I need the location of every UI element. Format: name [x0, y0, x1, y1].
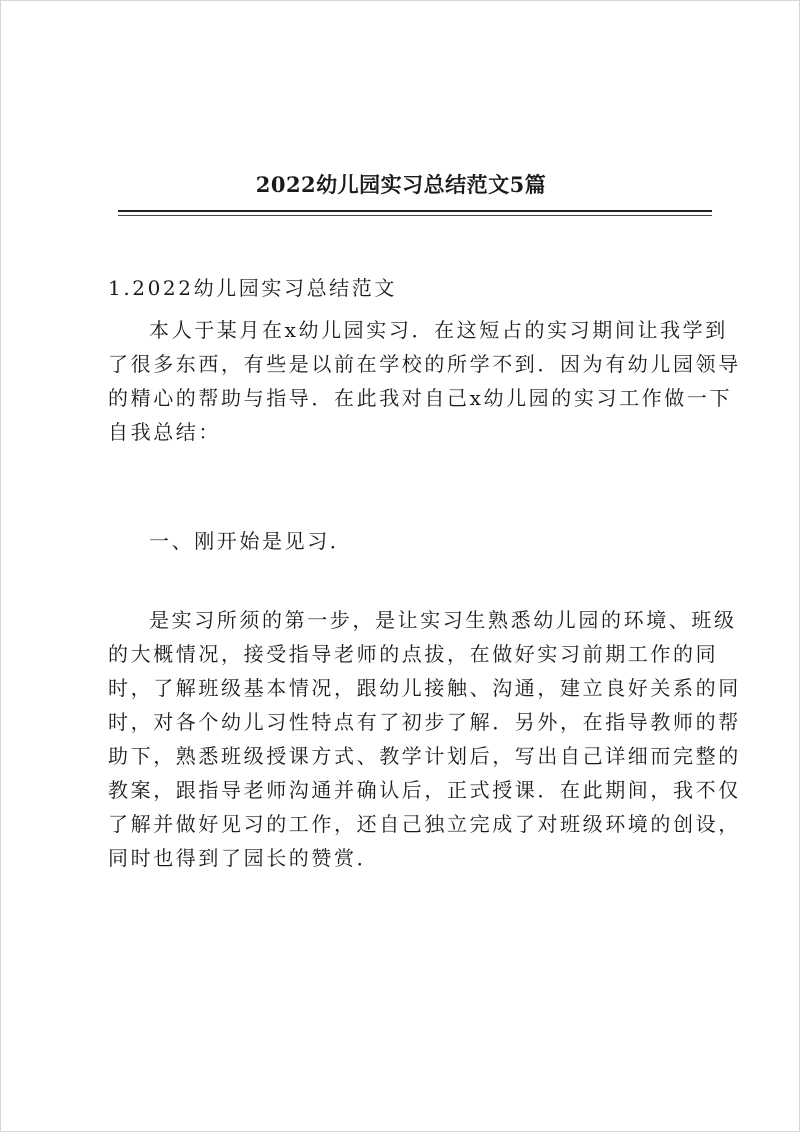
title-rule-thick: [118, 210, 712, 212]
intro-line: 了很多东西，有些是以前在学校的所学不到．因为有幼儿园领导: [108, 352, 741, 376]
intro-line: 的精心的帮助与指导．在此我对自己x幼儿园的实习工作做一下: [108, 386, 733, 410]
document-title: 2022幼儿园实习总结范文5篇: [255, 172, 547, 197]
body-line: 的大概情况，接受指导老师的点拔，在做好实习前期工作的同: [108, 642, 719, 666]
body-line: 助下，熟悉班级授课方式、教学计划后，写出自己详细而完整的: [108, 744, 741, 768]
subheading-block: [108, 524, 718, 558]
intro-line: 自我总结：: [108, 420, 221, 444]
subheading: 一、刚开始是见习．: [149, 529, 353, 553]
body-line: 了解并做好见习的工作，还自己独立完成了对班级环境的创设，: [108, 812, 741, 836]
section-heading-block: [108, 271, 718, 305]
body-line: 同时也得到了园长的赞赏．: [108, 846, 380, 870]
body-line: 时，对各个幼儿习性特点有了初步了解．另外，在指导教师的帮: [108, 710, 741, 734]
section-heading: 1.2022幼儿园实习总结范文: [108, 276, 397, 300]
body-line: 是实习所须的第一步，是让实习生熟悉幼儿园的环境、班级: [149, 608, 737, 632]
title-rule-thin: [118, 215, 712, 216]
body-paragraph: [108, 603, 741, 875]
intro-line: 本人于某月在x幼儿园实习．在这短占的实习期间让我学到: [149, 318, 728, 342]
intro-paragraph: [108, 313, 741, 449]
body-line: 教案，跟指导老师沟通并确认后，正式授课．在此期间，我不仅: [108, 778, 741, 802]
body-line: 时，了解班级基本情况，跟幼儿接触、沟通，建立良好关系的同: [108, 676, 741, 700]
